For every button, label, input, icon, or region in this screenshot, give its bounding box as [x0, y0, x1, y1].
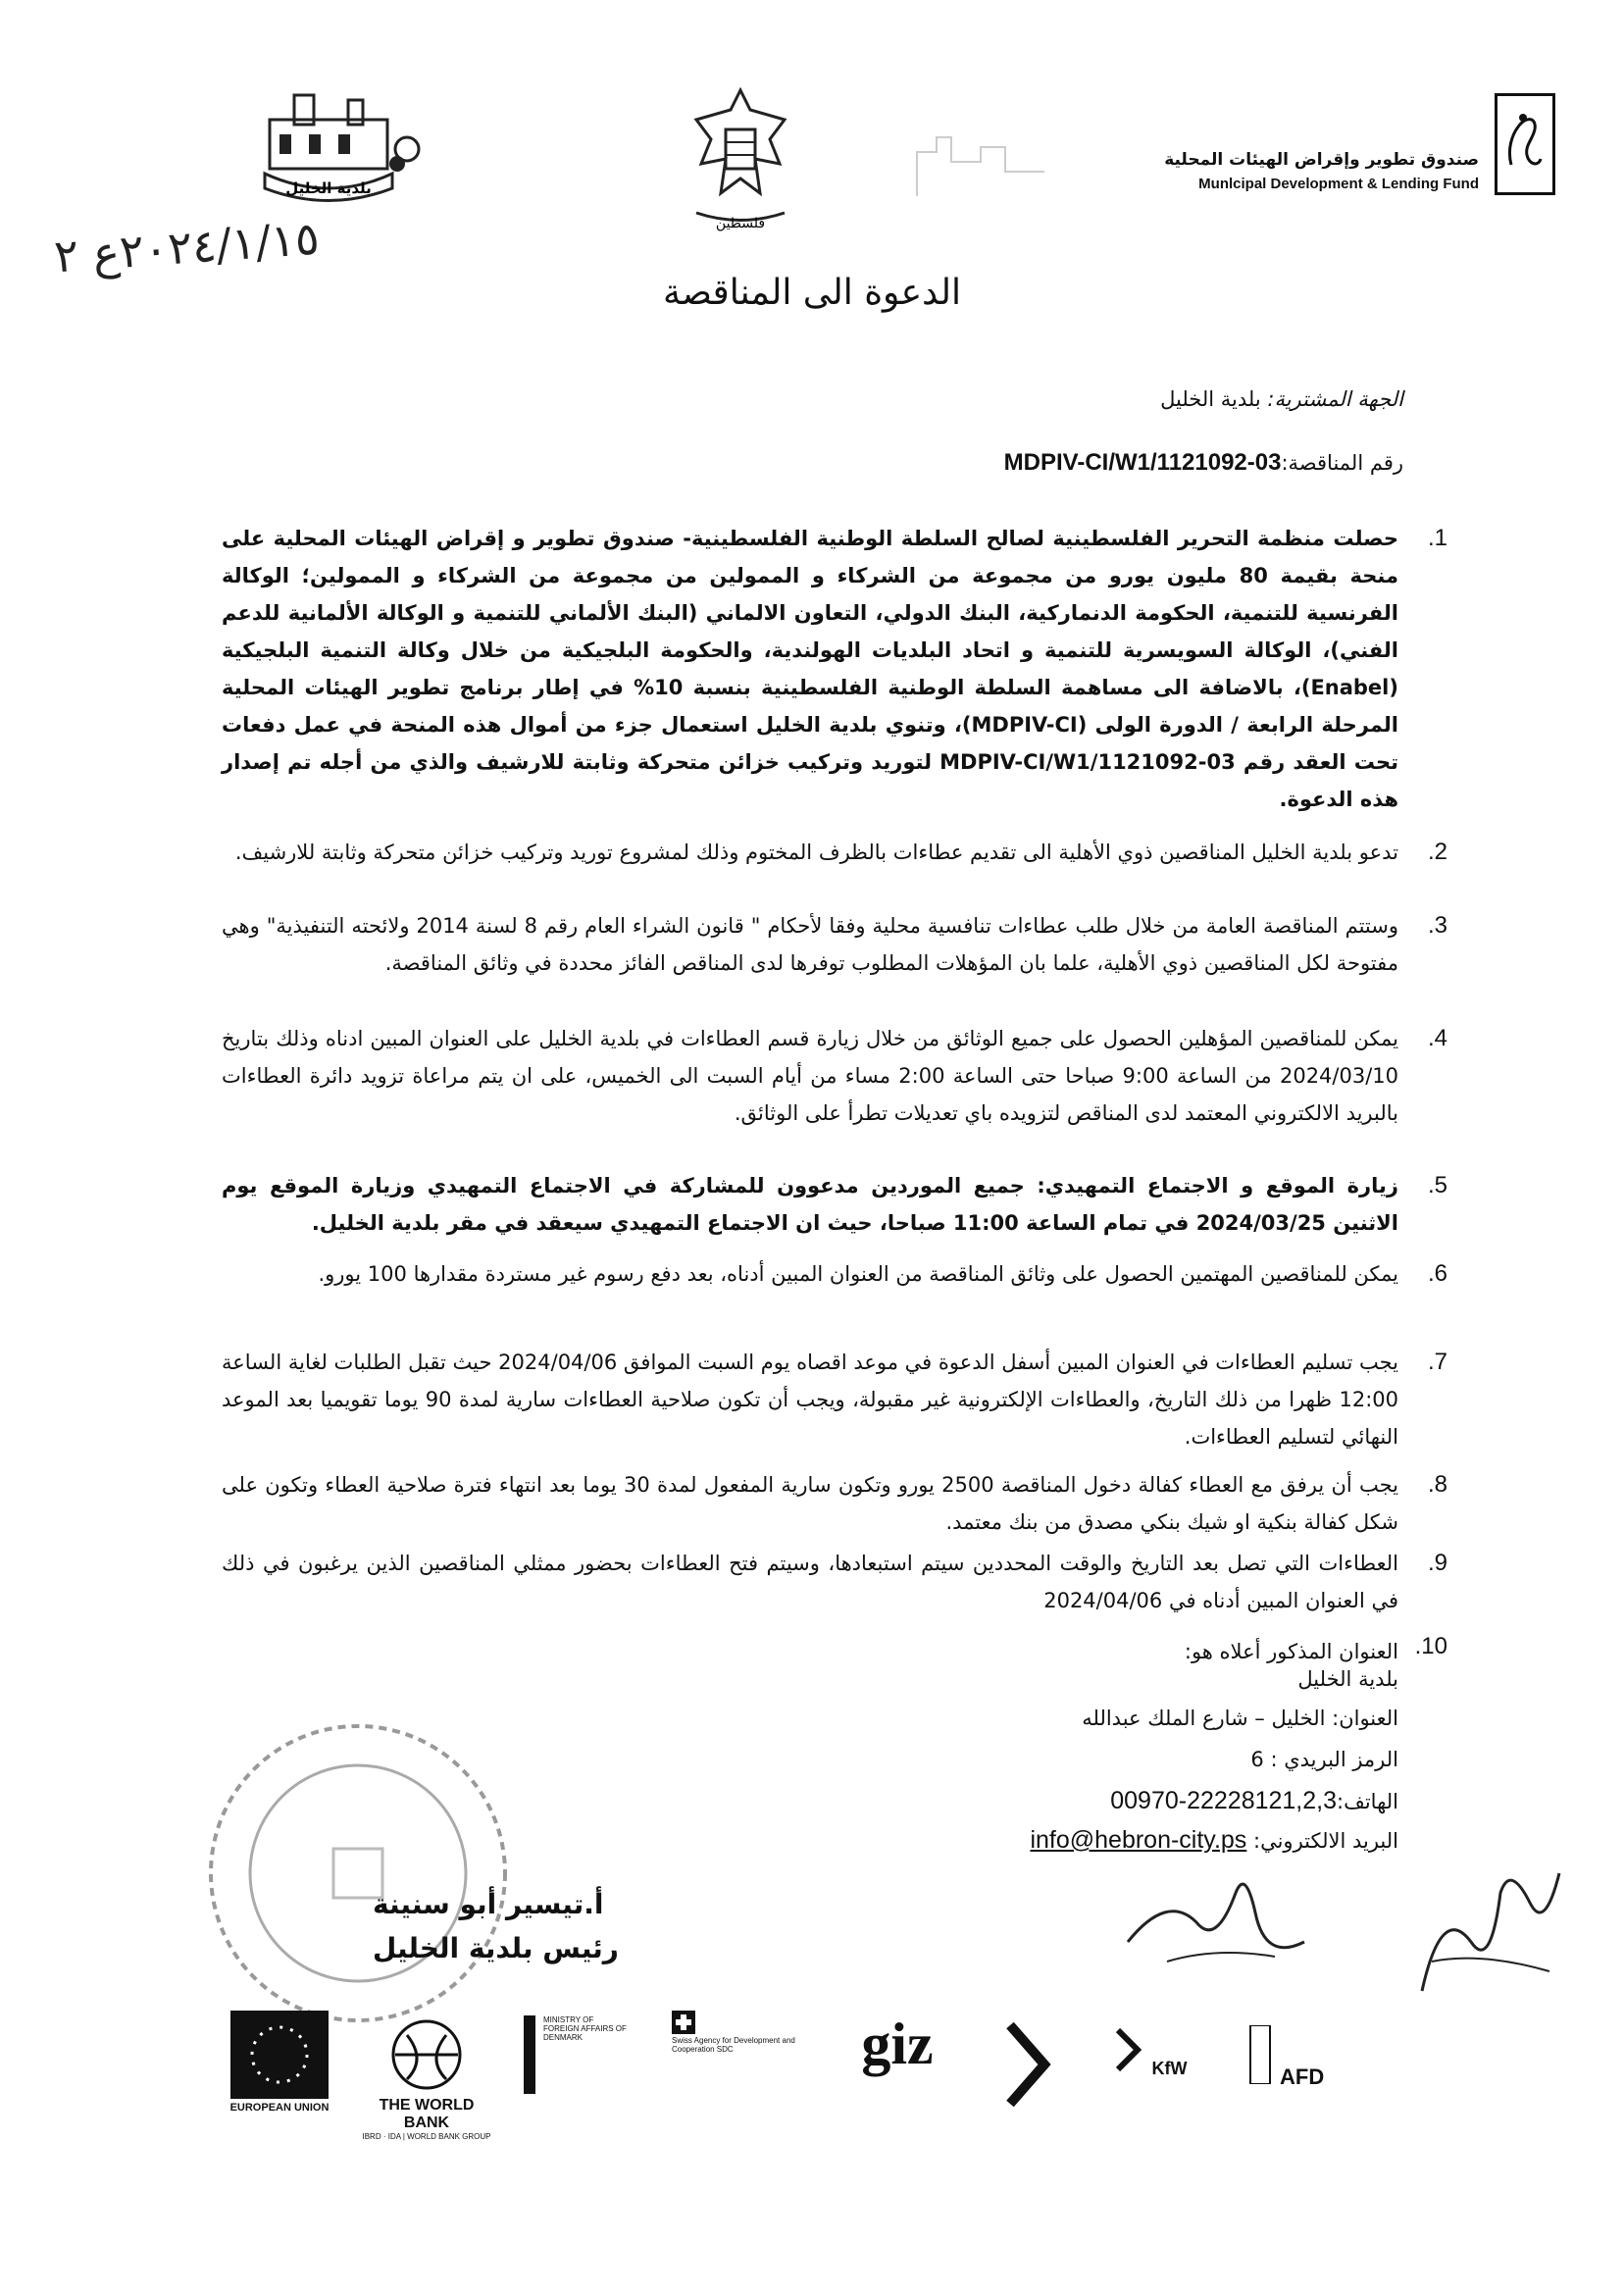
email-label: البريد الالكتروني:	[1253, 1829, 1398, 1853]
denmark-logo: MINISTRY OF FOREIGN AFFAIRS OF DENMARK	[520, 2015, 628, 2094]
para-6: يمكن للمناقصين المهتمين الحصول على وثائق المناقصة من العنوان المبين أدناه، بعد دفع رسوم غير مستردة مقدارها 100 يورو.	[318, 1262, 1398, 1286]
tender-line	[1004, 449, 1403, 477]
eu-flag-icon	[230, 2011, 329, 2099]
purchaser-label: الجهة المشترية:	[1267, 387, 1403, 411]
svg-text:بلدية الخليل: بلدية الخليل	[285, 179, 372, 197]
para-5: زيارة الموقع و الاجتماع التمهيدي: جميع الموردين مدعوون للمشاركة في الاجتماع التمهيدي وزيارة الموقع يوم الاثنين 2024/03/25 في تمام الساعة 11:00 صباحا، حيث ان الاجتماع التمهيدي سيعقد في مقر بلدية الخليل.	[222, 1174, 1398, 1235]
para-2: تدعو بلدية الخليل المناقصين ذوي الأهلية الى تقديم عطاءات بالظرف المختوم وذلك لمشروع توريد وتركيب خزائن متحركة وثابتة للارشيف.	[234, 841, 1398, 864]
afd-logo: AFD	[1226, 2025, 1344, 2090]
purchaser-value: بلدية الخليل	[1160, 387, 1268, 411]
signature-1-icon	[1108, 1854, 1324, 2001]
para-5-number: .5	[1427, 1172, 1447, 1198]
denmark-crown-icon	[520, 2015, 539, 2094]
address-name: بلدية الخليل	[1297, 1667, 1398, 1691]
signature-2-icon	[1402, 1844, 1574, 2030]
world-bank-logo: THE WORLD BANK IBRD · IDA | WORLD BANK GROUP	[358, 2015, 495, 2141]
para-9-number: .9	[1427, 1550, 1447, 1576]
official-stamp-icon	[196, 1711, 520, 2035]
swiss-logo: Swiss Agency for Development and Cooperation SDC	[672, 2011, 799, 2054]
postal-label: الرمز البريدي :	[1270, 1748, 1398, 1771]
fund-name-ar: صندوق تطوير وإقراض الهيئات المحلية	[1164, 150, 1479, 170]
phone-label: الهاتف:	[1337, 1790, 1398, 1813]
address-postal	[1250, 1748, 1398, 1771]
address-phone	[1110, 1787, 1398, 1815]
page-title: الدعوة الى المناقصة	[662, 273, 961, 313]
tender-label: رقم المناقصة:	[1281, 451, 1403, 475]
para-4: يمكن للمناقصين المؤهلين الحصول على جميع الوثائق من خلال زيارة قسم العطاءات في بلدية الخليل على العنوان المبين ادناه وذلك بتاريخ 2024/03/10 من الساعة 9:00 صباحا حتى الساعة 2:00 مساء من أيام السبت الى الخميس، على ان يتم مراعاة تزويد دائرة العطاءات بالبريد الالكتروني المعتمد لدى المناقص لتزويده باي تعديلات تطرأ على الوثائق.	[222, 1027, 1399, 1125]
french-republic-icon	[1245, 2025, 1275, 2084]
para-7: يجب تسليم العطاءات في العنوان المبين أسفل الدعوة في موعد اقصاه يوم السبت الموافق 2024/04/06 حيث تقبل الطلبات لغاية الساعة 12:00 ظهرا من ذلك التاريخ، والعطاءات الإلكترونية غير مقبولة، ويجب أن تكون صلاحية العطاءات سارية لمدة 90 يوما تقويميا بعد الموعد النهائي لتسليم العطاءات.	[222, 1351, 1398, 1449]
kfw-logo: KfW	[1098, 2025, 1196, 2079]
para-7-number: .7	[1427, 1349, 1447, 1375]
giz-logo: giz	[861, 2012, 934, 2076]
para-2-number: .2	[1427, 839, 1447, 865]
fund-logo-icon	[1495, 93, 1555, 195]
phone-value: 00970-22228121,2,3	[1110, 1787, 1338, 1814]
handwritten-reference: ٢٠٢٤/١/١٥ع ٢	[52, 211, 322, 283]
eu-logo: EUROPEAN UNION	[226, 2011, 333, 2114]
kfw-mark-icon	[1108, 2025, 1147, 2074]
address-street: العنوان: الخليل – شارع الملك عبدالله	[1082, 1707, 1398, 1730]
para-1-number: .1	[1427, 525, 1447, 551]
fund-header	[1164, 93, 1555, 201]
para-4-number: .4	[1427, 1025, 1447, 1051]
postal-value: 6	[1250, 1748, 1264, 1771]
para-6-number: .6	[1427, 1260, 1447, 1287]
address-email	[1030, 1826, 1398, 1855]
email-link[interactable]: info@hebron-city.ps	[1030, 1826, 1247, 1854]
donor-logos	[216, 2011, 1412, 2158]
hebron-city-logo	[230, 80, 431, 208]
purchaser-line	[1160, 387, 1403, 411]
signatory-name: أ.تيسير أبو سنينة	[373, 1888, 604, 1920]
chevron-logo-icon	[1000, 2020, 1059, 2112]
palestine-emblem-icon	[677, 80, 804, 237]
para-1: حصلت منظمة التحرير الفلسطينية لصالح السلطة الوطنية الفلسطينية- صندوق تطوير و إقراض الهيئات المحلية على منحة بقيمة 80 مليون يورو من مجموعة من الشركاء و الممولين من مجموعة من الشركاء و الممولين؛ الوكالة الفرنسية للتنمية، الحكومة الدنماركية، البنك الدولي، التعاون الالماني (البنك الألماني للتنمية و الوكالة الألمانية للدعم الفني)، الوكالة السويسرية للتنمية و اتحاد البلديات الهولندية، والحكومة البلجيكية من خلال وكالة التنمية البلجيكية (Enabel)، بالاضافة الى مساهمة السلطة الوطنية الفلسطينية بنسبة 10% في إطار برنامج تطوير الهيئات المحلية المرحلة الرابعة / الدورة الولى (MDPIV-CI)، وتنوي بلدية الخليل استعمال جزء من أموال هذه المنحة في عمل دفعات تحت العقد رقم MDPIV-CI/W1/1121092-03 لتوريد وتركيب خزائن متحركة وثابتة للارشيف والذي من أجله تم إصدار هذه الدعوة.	[222, 527, 1398, 811]
para-8: يجب أن يرفق مع العطاء كفالة دخول المناقصة 2500 يورو وتكون سارية المفعول لمدة 30 يوما بعد انتهاء فترة صلاحية العطاء وتكون على شكل كفالة بنكية او شيك بنكي مصدق من بنك معتمد.	[222, 1473, 1398, 1534]
para-10-number: .10	[1414, 1633, 1447, 1659]
para-9: العطاءات التي تصل بعد التاريخ والوقت المحددين سيتم استبعادها، وسيتم فتح العطاءات بحضور ممثلي المناقصين الذين يرغبون في ذلك في العنوان المبين أدناه في 2024/04/06	[222, 1552, 1398, 1612]
signatory-title: رئيس بلدية الخليل	[373, 1932, 619, 1964]
svg-text:فلسطين: فلسطين	[715, 216, 766, 231]
para-3: وستتم المناقصة العامة من خلال طلب عطاءات تنافسية محلية وفقا لأحكام " قانون الشراء العام رقم 8 لسنة 2014 ولائحته التنفيذية" وهي مفتوحة لكل المناقصين ذوي الأهلية، علما بان المؤهلات المطلوب توفرها لدى المناقص الفائز محددة في وثائق المناقصة.	[222, 914, 1398, 975]
watermark-building-icon	[912, 132, 1049, 201]
para-10: العنوان المذكور أعلاه هو:	[1184, 1640, 1398, 1663]
para-8-number: .8	[1427, 1471, 1447, 1498]
swiss-cross-icon	[672, 2011, 695, 2034]
tender-value: MDPIV-CI/W1/1121092-03	[1003, 449, 1282, 476]
globe-icon	[387, 2015, 466, 2094]
para-3-number: .3	[1427, 912, 1447, 939]
fund-name-en: Munlcipal Development & Lending Fund	[1198, 176, 1479, 192]
